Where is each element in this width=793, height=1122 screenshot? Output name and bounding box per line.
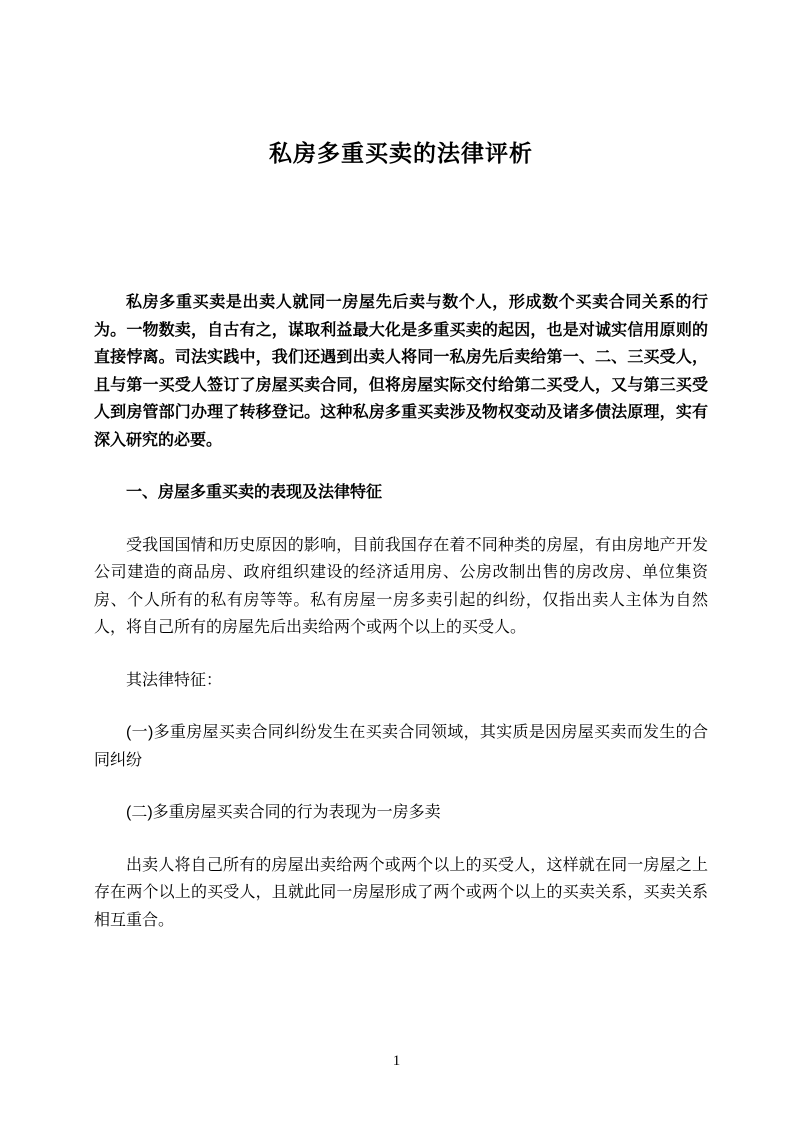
intro-paragraph: 私房多重买卖是出卖人就同一房屋先后卖与数个人，形成数个买卖合同关系的行为。一物数卖，自古有之，谋取利益最大化是多重买卖的起因，也是对诚实信用原则的直接悖离。司法实践中，我们还遇到出卖人将同一私房先后卖给第一、二、三买受人，且与第一买受人签订了房屋买卖合同，但将房屋实际交付给第二买受人，又与第三买受人到房管部门办理了转移登记。这种私房多重买卖涉及物权变动及诸多债法原理，实有深入研究的必要。	[94, 294, 708, 449]
document-content	[94, 137, 708, 959]
subsection-paragraph-2: (二)多重房屋买卖合同的行为表现为一房多卖	[126, 804, 441, 821]
body-paragraph-legal-features-label: 其法律特征：	[126, 671, 223, 689]
page-number: 1	[392, 1053, 401, 1069]
body-paragraph-closing: 出卖人将自己所有的房屋出卖给两个或两个以上的买受人，这样就在同一房屋之上存在两个以上的买受人，且就此同一房屋形成了两个或两个以上的买卖关系，买卖关系相互重合。	[94, 856, 708, 929]
document-title: 私房多重买卖的法律评析	[269, 140, 533, 166]
subsection-paragraph-1: (一)多重房屋买卖合同纠纷发生在买卖合同领域，其实质是因房屋买卖而发生的合同纠纷	[94, 724, 708, 769]
body-paragraph: 受我国国情和历史原因的影响，目前我国存在着不同种类的房屋，有由房地产开发公司建造的商品房、政府组织建设的经济适用房、公房改制出售的房改房、单位集资房、个人所有的私有房等等。私有房屋一房多卖引起的纠纷，仅指出卖人主体为自然人，将自己所有的房屋先后出卖给两个或两个以上的买受人。	[94, 536, 708, 636]
section-heading-1: 一、房屋多重买卖的表现及法律特征	[126, 484, 383, 501]
